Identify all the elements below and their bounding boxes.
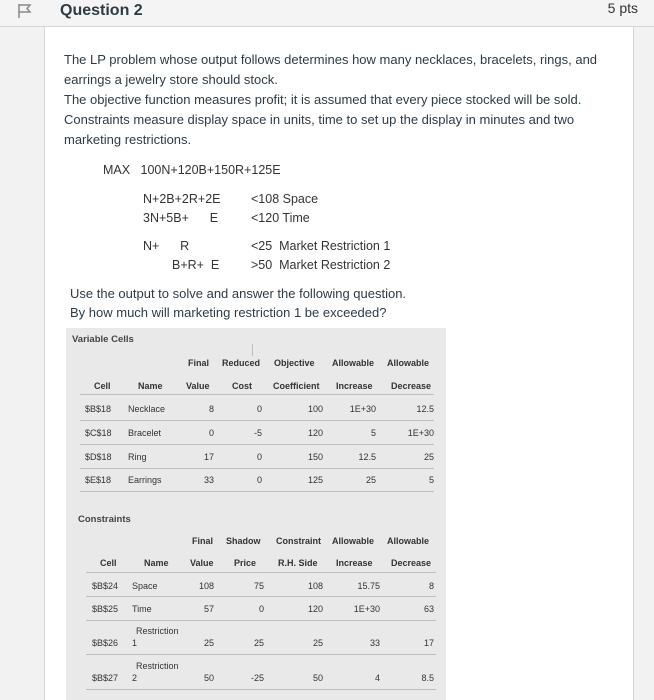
vc-rule-top bbox=[80, 394, 434, 395]
ct-price: 75 bbox=[253, 581, 264, 591]
ct-dec: 8 bbox=[428, 581, 434, 591]
ct-header-value: Value bbox=[190, 558, 214, 568]
intro-paragraph-2: The objective function measures profit; it is assumed that every piece stocked will be sold. bbox=[64, 92, 582, 107]
vc-dec: 25 bbox=[423, 452, 434, 462]
ct-name-suffix: 1 bbox=[132, 638, 138, 648]
ct-value: 25 bbox=[203, 638, 214, 648]
question-points: 5 pts bbox=[607, 0, 638, 16]
ct-value: 108 bbox=[198, 581, 214, 591]
vc-name: Ring bbox=[128, 452, 147, 462]
ct-cell-ref: $B$25 bbox=[92, 604, 119, 614]
prompt-line-2: By how much will marketing restriction 1 be exceeded? bbox=[70, 305, 387, 320]
vc-header-increase: Increase bbox=[336, 381, 373, 391]
ct-dec: 17 bbox=[423, 638, 434, 648]
ct-value: 57 bbox=[203, 604, 214, 614]
constraint-3-rhs: <25 Market Restriction 1 bbox=[251, 239, 391, 253]
ct-cell-ref: $B$27 bbox=[92, 673, 119, 683]
vc-header-value: Value bbox=[186, 381, 210, 391]
constraints-title: Constraints bbox=[78, 514, 131, 525]
ct-price: -25 bbox=[250, 673, 264, 683]
vc-cost: -5 bbox=[253, 428, 262, 438]
vc-rule bbox=[80, 420, 434, 421]
vc-header-cost: Cost bbox=[232, 381, 252, 391]
vc-value: 0 bbox=[208, 428, 214, 438]
intro-paragraph-3: Constraints measure display space in units, time to set up the display in minutes and two marketing restrictions. bbox=[64, 112, 575, 147]
vc-name: Bracelet bbox=[128, 428, 162, 438]
vc-name: Necklace bbox=[128, 404, 166, 414]
ct-header-allowable-2: Allowable bbox=[387, 536, 430, 546]
ct-inc: 15.75 bbox=[357, 581, 380, 591]
ct-cell-ref: $B$26 bbox=[92, 638, 119, 648]
constraint-4-lhs: B+R+ E bbox=[172, 258, 220, 272]
question-header bbox=[0, 0, 654, 27]
ct-name: Restriction bbox=[136, 626, 179, 636]
vc-dec: 1E+30 bbox=[407, 428, 434, 438]
vc-value: 17 bbox=[203, 452, 214, 462]
vc-header-coefficient: Coefficient bbox=[273, 381, 320, 391]
vc-coef: 120 bbox=[307, 428, 323, 438]
ct-rhs: 50 bbox=[312, 673, 323, 683]
ct-header-final: Final bbox=[192, 536, 214, 546]
ct-price: 0 bbox=[258, 604, 264, 614]
flag-icon[interactable] bbox=[18, 3, 32, 24]
ct-header-decrease: Decrease bbox=[391, 558, 432, 568]
vc-header-final: Final bbox=[188, 358, 210, 368]
ct-name: Restriction bbox=[136, 661, 179, 671]
ct-dec: 63 bbox=[423, 604, 434, 614]
vc-header-allowable-1: Allowable bbox=[332, 358, 375, 368]
vc-cost: 0 bbox=[256, 452, 262, 462]
question-intro bbox=[64, 50, 624, 150]
vc-inc: 25 bbox=[365, 475, 376, 485]
vc-coef: 150 bbox=[307, 452, 323, 462]
ct-rule-bottom bbox=[86, 689, 436, 690]
vc-dec: 5 bbox=[428, 475, 434, 485]
variable-cells-title: Variable Cells bbox=[72, 334, 134, 345]
ct-header-increase: Increase bbox=[336, 558, 373, 568]
ct-name: Time bbox=[132, 604, 152, 614]
constraint-1-lhs: N+2B+2R+2E bbox=[143, 192, 221, 206]
vc-cell-ref: $C$18 bbox=[85, 428, 112, 438]
vc-rule bbox=[80, 444, 434, 445]
vc-header-objective: Objective bbox=[274, 358, 315, 368]
ct-rhs: 120 bbox=[307, 604, 323, 614]
ct-dec: 8.5 bbox=[421, 673, 434, 683]
ct-rule-top bbox=[86, 572, 436, 573]
vc-cost: 0 bbox=[256, 404, 262, 414]
cursor-mark bbox=[252, 344, 253, 356]
constraint-4-rhs: >50 Market Restriction 2 bbox=[251, 258, 391, 272]
ct-rule bbox=[86, 620, 436, 621]
vc-coef: 125 bbox=[307, 475, 323, 485]
ct-header-shadow: Shadow bbox=[226, 536, 261, 546]
vc-rule-bottom bbox=[80, 491, 434, 492]
ct-header-constraint: Constraint bbox=[276, 536, 321, 546]
ct-price: 25 bbox=[253, 638, 264, 648]
ct-header-name: Name bbox=[144, 558, 169, 568]
ct-name-suffix: 2 bbox=[132, 673, 138, 683]
ct-inc: 1E+30 bbox=[353, 604, 380, 614]
objective-function: MAX 100N+120B+150R+125E bbox=[103, 163, 281, 177]
ct-inc: 4 bbox=[374, 673, 380, 683]
ct-header-price: Price bbox=[234, 558, 257, 568]
question-prompt bbox=[70, 284, 610, 322]
vc-inc: 12.5 bbox=[358, 452, 376, 462]
vc-cost: 0 bbox=[256, 475, 262, 485]
constraint-3-lhs: N+ R bbox=[143, 239, 190, 253]
vc-inc: 5 bbox=[370, 428, 376, 438]
ct-header-rhs: R.H. Side bbox=[278, 558, 318, 568]
vc-value: 8 bbox=[208, 404, 214, 414]
vc-dec: 12.5 bbox=[416, 404, 434, 414]
sensitivity-report-image bbox=[66, 328, 446, 700]
ct-inc: 33 bbox=[369, 638, 380, 648]
vc-coef: 100 bbox=[307, 404, 323, 414]
vc-cell-ref: $D$18 bbox=[85, 452, 112, 462]
vc-header-cell: Cell bbox=[94, 381, 111, 391]
vc-name: Earrings bbox=[128, 475, 162, 485]
constraint-2-rhs: <120 Time bbox=[251, 211, 310, 225]
vc-rule bbox=[80, 468, 434, 469]
ct-rhs: 108 bbox=[307, 581, 323, 591]
prompt-line-1: Use the output to solve and answer the following question. bbox=[70, 286, 407, 301]
vc-cell-ref: $B$18 bbox=[85, 404, 112, 414]
ct-cell-ref: $B$24 bbox=[92, 581, 119, 591]
ct-header-allowable-1: Allowable bbox=[332, 536, 375, 546]
vc-header-decrease: Decrease bbox=[391, 381, 432, 391]
vc-header-allowable-2: Allowable bbox=[387, 358, 430, 368]
vc-inc: 1E+30 bbox=[349, 404, 376, 414]
vc-value: 33 bbox=[203, 475, 214, 485]
question-title: Question 2 bbox=[60, 2, 143, 19]
ct-rule bbox=[86, 654, 436, 655]
ct-value: 50 bbox=[203, 673, 214, 683]
ct-rule bbox=[86, 596, 436, 597]
ct-name: Space bbox=[132, 581, 158, 591]
vc-header-reduced: Reduced bbox=[222, 358, 261, 368]
ct-rhs: 25 bbox=[312, 638, 323, 648]
ct-header-cell: Cell bbox=[100, 558, 117, 568]
constraint-2-lhs: 3N+5B+ E bbox=[143, 211, 219, 225]
vc-header-name: Name bbox=[138, 381, 163, 391]
constraint-1-rhs: <108 Space bbox=[251, 192, 319, 206]
intro-paragraph-1: The LP problem whose output follows determines how many necklaces, bracelets, rings, and earrings a jewelry store should stock. bbox=[64, 52, 598, 87]
vc-cell-ref: $E$18 bbox=[85, 475, 112, 485]
